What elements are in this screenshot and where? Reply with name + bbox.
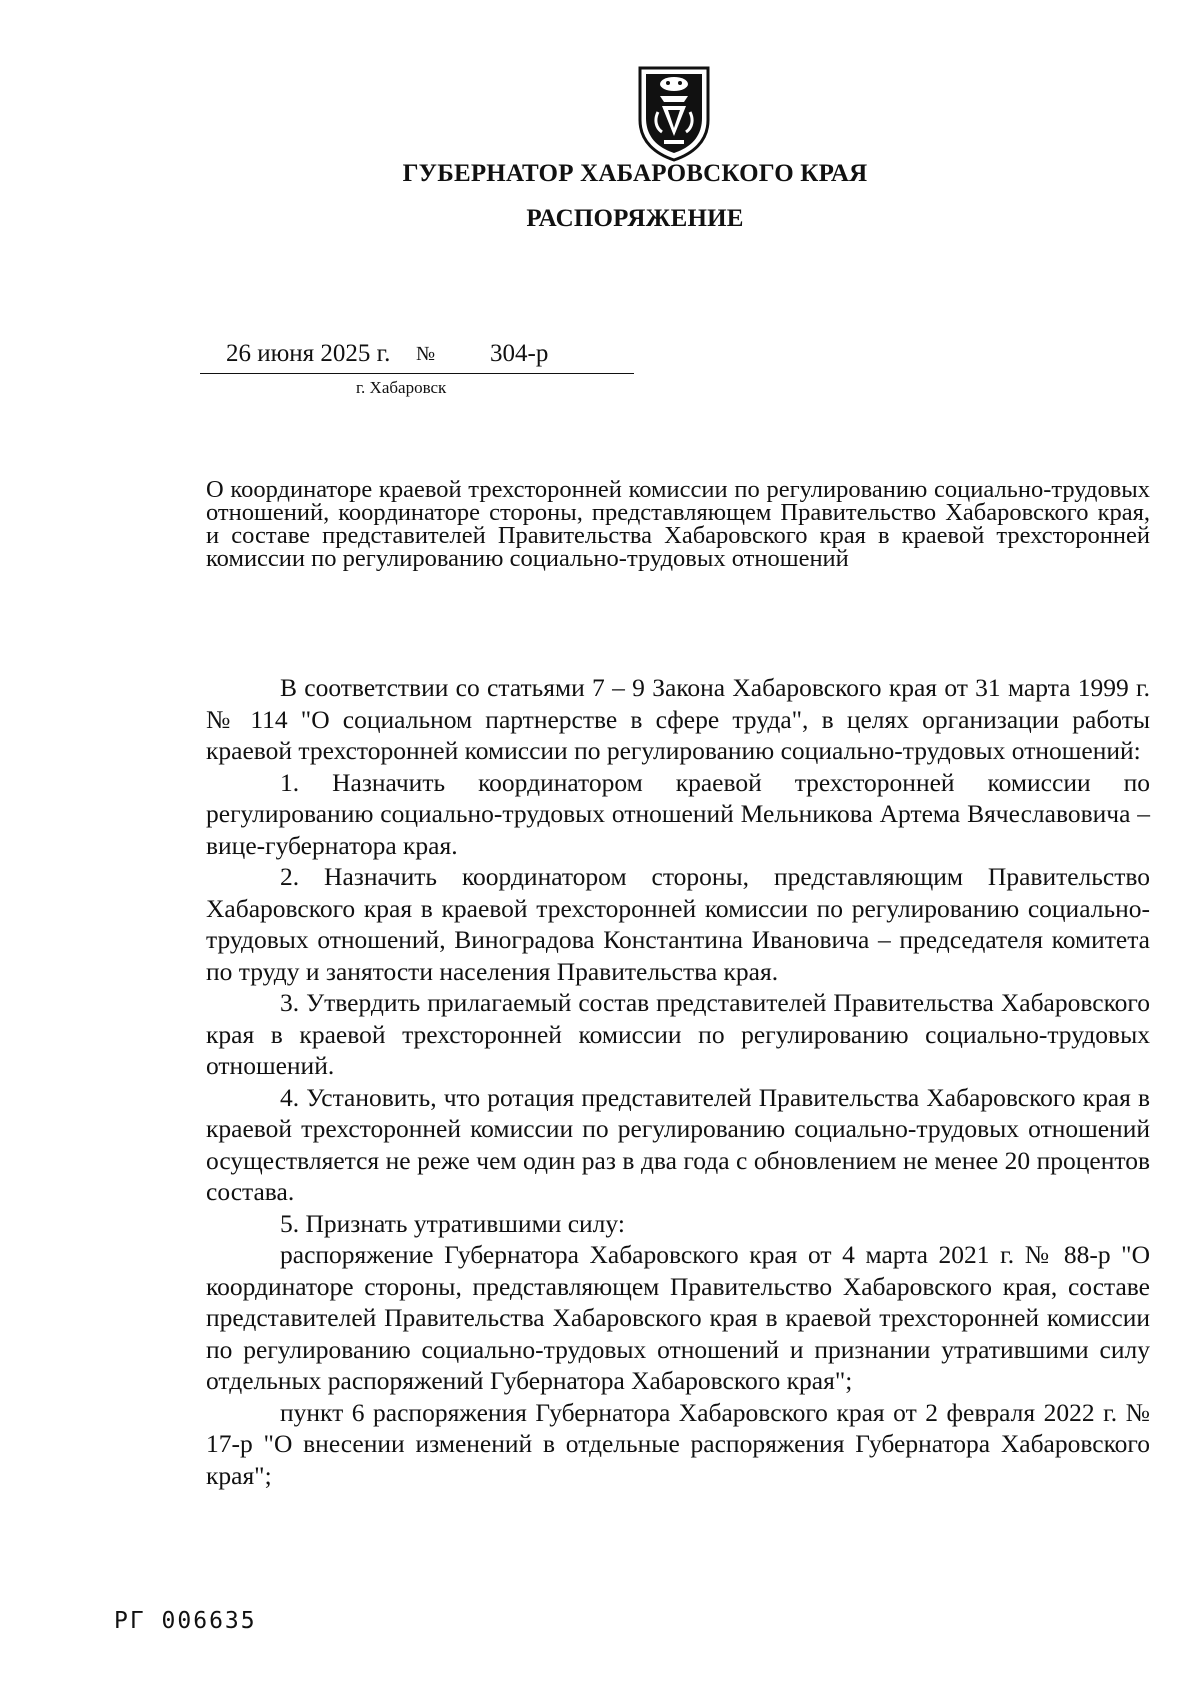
date-underline [200,373,634,374]
issuing-authority: ГУБЕРНАТОР ХАБАРОВСКОГО КРАЯ [402,160,868,187]
date-number-line [200,340,634,374]
document-body [206,672,1150,1491]
document-date: 26 июня 2025 г. [226,340,391,367]
coat-of-arms-icon [632,62,716,162]
registration-code: РГ 006635 [114,1608,257,1634]
item-2: 2. Назначить координатором стороны, представляющим Правительство Хабаровского края в краевой трехсторонней комиссии по регулированию социально-трудовых отношений, Виноградова Константина Ивановича – председателя комитета по труду и занятости населения Правительства края. [206,862,1150,986]
item-3: 3. Утвердить прилагаемый состав представителей Правительства Хабаровского края в краевой трехсторонней комиссии по регулированию социально-трудовых отношений. [206,988,1150,1080]
preamble: В соответствии со статьями 7 – 9 Закона Хабаровского края от 31 марта 1999 г. № 114 "О социальном партнерстве в сфере труда", в целях организации работы краевой трехсторонней комиссии по регулированию социально-трудовых отношений: [206,673,1150,765]
item-1: 1. Назначить координатором краевой трехсторонней комиссии по регулированию социально-трудовых отношений Мельникова Артема Вячеславовича – вице-губернатора края. [206,767,1150,860]
document-type: РАСПОРЯЖЕНИЕ [526,205,744,232]
item-5: 5. Признать утратившими силу: [280,1208,625,1238]
document-title: О координаторе краевой трехсторонней комиссии по регулированию социально-трудовых отношений, координаторе стороны, представляющем Правительство Хабаровского края, и составе представителей Правительства Хабаровского края в краевой трехсторонней комиссии по регулированию социально-трудовых отношений [206,476,1150,572]
document-city: г. Хабаровск [356,378,447,397]
item-5-sub-1: распоряжение Губернатора Хабаровского края от 4 марта 2021 г. № 88-р "О координаторе стороны, представляющем Правительство Хабаровского края, составе представителей Правительства Хабаровского края в краевой трехсторонней комиссии по регулированию социально-трудовых отношений и признании утратившими силу отдельных распоряжений Губернатора Хабаровского края"; [206,1240,1150,1395]
document-number: 304-р [490,340,549,367]
item-4: 4. Установить, что ротация представителей Правительства Хабаровского края в краевой трехсторонней комиссии по регулированию социально-трудовых отношений осуществляется не реже чем один раз в два года с обновлением не менее 20 процентов состава. [206,1082,1150,1206]
number-sign: № [416,343,436,365]
item-5-sub-2: пункт 6 распоряжения Губернатора Хабаровского края от 2 февраля 2022 г. № 17-р "О внесении изменений в отдельные распоряжения Губернатора Хабаровского края"; [206,1397,1150,1490]
